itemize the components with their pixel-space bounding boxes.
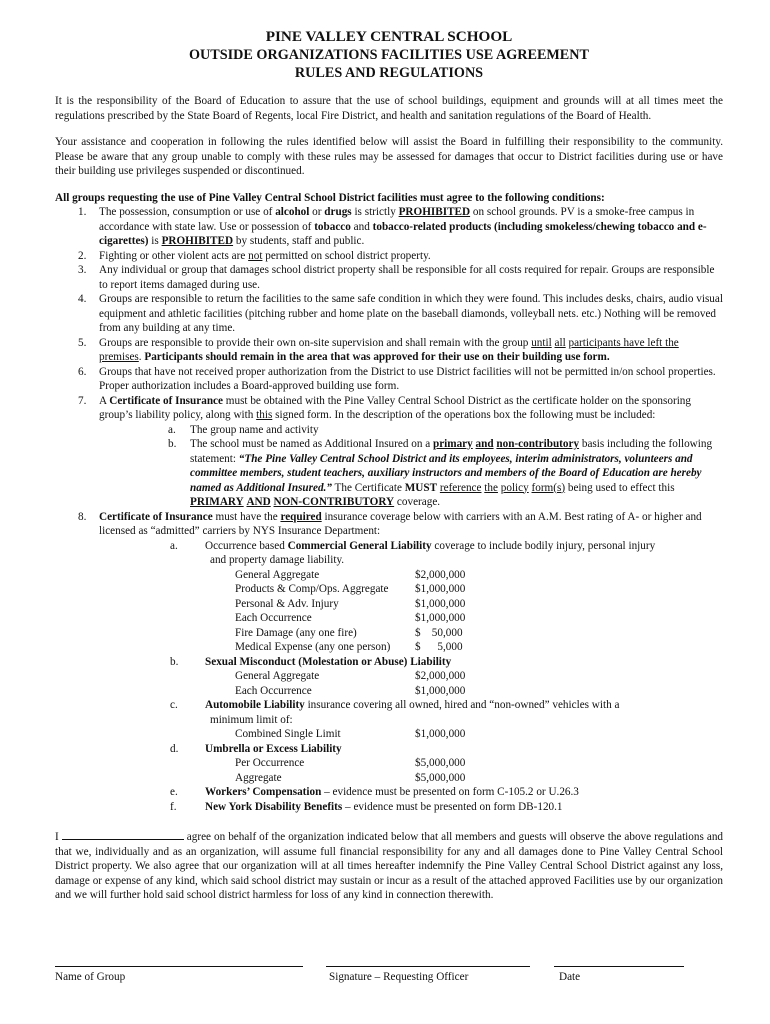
rule-emphasis: required bbox=[280, 510, 322, 523]
coverage-amount: $5,000,000 bbox=[415, 771, 466, 784]
rule-number: 4. bbox=[78, 293, 87, 305]
sub-text: The group name and activity bbox=[190, 423, 319, 436]
ins-letter: a. bbox=[170, 539, 178, 552]
rule-emphasis: PROHIBITED bbox=[161, 235, 234, 247]
rule-item bbox=[55, 336, 723, 365]
rule-text: insurance coverage below with carriers with an A.M. Best rating of A- or higher and licensed as “admitted” carriers by NYS Insurance Department: bbox=[99, 510, 702, 537]
rule-underline: not bbox=[248, 249, 263, 262]
group-name-line[interactable] bbox=[55, 966, 303, 967]
sub-emphasis: AND bbox=[246, 496, 271, 508]
rule7-subitem-a bbox=[55, 423, 723, 438]
rule-item bbox=[55, 205, 723, 249]
rule-bold: tobacco bbox=[314, 220, 351, 233]
sub-underline: the bbox=[484, 481, 498, 494]
ins-text: – evidence must be presented on form C-105.2 or U.26.3 bbox=[321, 786, 579, 798]
coverage-name: Per Occurrence bbox=[235, 757, 305, 769]
coverage-amount: $ 5,000 bbox=[415, 641, 463, 653]
rule-text: The possession, consumption or use of bbox=[99, 206, 276, 218]
rule-text: A bbox=[99, 394, 110, 407]
rule-item bbox=[55, 365, 723, 394]
coverage-table-d bbox=[55, 756, 723, 785]
insurance-umbrella bbox=[55, 742, 723, 757]
rule-text: must have the bbox=[212, 510, 281, 523]
rule-item bbox=[55, 292, 723, 336]
rule-number: 7. bbox=[78, 394, 87, 407]
coverage-name: Each Occurrence bbox=[235, 684, 312, 697]
ins-text: Occurrence based bbox=[205, 539, 288, 552]
signature-label: Signature – Requesting Officer bbox=[329, 971, 469, 983]
coverage-row bbox=[55, 597, 723, 612]
rules-list-continued bbox=[55, 510, 723, 539]
rule-text: Any individual or group that damages school district property shall be responsible for all costs required for repair. Groups are responsible to report items damaged during use. bbox=[99, 264, 715, 291]
rule-text: . bbox=[138, 351, 145, 363]
coverage-amount: $1,000,000 bbox=[415, 728, 466, 740]
coverage-row bbox=[55, 626, 723, 641]
coverage-row bbox=[55, 771, 723, 786]
coverage-table-c bbox=[55, 727, 723, 742]
rule-bold: tobacco-related products (including smokeless/chewing tobacco and e-cigarettes) bbox=[99, 220, 707, 247]
ins-bold: New York Disability Benefits bbox=[205, 800, 343, 813]
coverage-row bbox=[55, 611, 723, 626]
coverage-name: Medical Expense (any one person) bbox=[235, 641, 391, 653]
document-header bbox=[55, 28, 723, 82]
rule-item bbox=[55, 263, 723, 292]
rule-underline: all bbox=[554, 336, 566, 349]
rule-text: signed form. In the description of the operations box the following must be included: bbox=[272, 409, 656, 421]
sub-letter: a. bbox=[168, 423, 176, 436]
coverage-row bbox=[55, 669, 723, 684]
insurance-disability bbox=[55, 800, 723, 815]
coverage-table-b bbox=[55, 669, 723, 698]
sub-emphasis: PRIMARY bbox=[190, 496, 244, 508]
sub-underline: form(s) bbox=[531, 481, 566, 494]
rule-text: Groups are responsible to return the facilities to the same safe condition in which they were found. This includes desks, chairs, audio visual equipment and athletic facilities (pitching rubber and home plate on the baseball diamonds, volleyball nets. etc.) Nothing will be removed from any building at any time. bbox=[99, 293, 723, 334]
coverage-amount: $5,000,000 bbox=[415, 757, 466, 769]
sub-emphasis: and bbox=[475, 438, 494, 450]
coverage-name: General Aggregate bbox=[235, 568, 320, 581]
insurance-workers-comp bbox=[55, 785, 723, 800]
rule-text: is strictly bbox=[351, 206, 399, 218]
rule-text: permitted on school district property. bbox=[262, 249, 431, 262]
rule-number: 5. bbox=[78, 336, 87, 349]
conditions-heading: All groups requesting the use of Pine Valley Central School District facilities must agree to the following conditions: bbox=[55, 191, 605, 204]
insurance-automobile bbox=[55, 698, 723, 727]
rule-underline: until bbox=[531, 336, 552, 349]
coverage-amount: $1,000,000 bbox=[415, 583, 466, 595]
coverage-row bbox=[55, 640, 723, 655]
rule-bold: Participants should remain in the area that was approved for their use on their building use form. bbox=[144, 351, 610, 363]
name-blank-field[interactable] bbox=[62, 828, 184, 840]
rule-text: Fighting or other violent acts are bbox=[99, 249, 249, 262]
coverage-amount: $1,000,000 bbox=[415, 684, 466, 697]
rule-number: 1. bbox=[78, 206, 87, 218]
ins-bold: Sexual Misconduct (Molestation or Abuse) Liability bbox=[205, 655, 452, 668]
coverage-name: Aggregate bbox=[235, 771, 282, 784]
ins-text: minimum limit of: bbox=[210, 713, 293, 726]
rule-number: 8. bbox=[78, 510, 87, 523]
assistance-paragraph: Your assistance and cooperation in following the rules identified below will assist the Board in fulfilling their responsibility to the community. Please be aware that any group unable to comply with these rules may be assessed for damages that occur to District facilities during use or have their building use privileges suspended or discontinued. bbox=[55, 136, 723, 177]
rule-item bbox=[55, 510, 723, 539]
rule-item bbox=[55, 394, 723, 423]
coverage-name: Products & Comp/Ops. Aggregate bbox=[235, 583, 389, 595]
agreement-lead: I bbox=[55, 831, 59, 843]
rule-text: or bbox=[309, 206, 325, 218]
ins-text: insurance covering all owned, hired and “non-owned” vehicles with a bbox=[304, 699, 620, 711]
rule-text: and bbox=[350, 220, 373, 233]
rule-underline: this bbox=[256, 409, 273, 421]
rule-underline: participants have left the premises bbox=[99, 336, 679, 363]
insurance-general-liability bbox=[55, 539, 723, 568]
coverage-table-a bbox=[55, 568, 723, 655]
rule-text: Groups are responsible to provide their own on-site supervision and shall remain with the group bbox=[99, 336, 532, 349]
coverage-amount: $2,000,000 bbox=[415, 568, 466, 581]
sub-emphasis: non-contributory bbox=[496, 438, 580, 450]
sub-emphasis: NON-CONTRIBUTORY bbox=[273, 496, 395, 508]
sub-text: being used to effect this bbox=[565, 481, 675, 494]
rule-text: by students, staff and public. bbox=[233, 235, 365, 247]
ins-bold: Commercial General Liability bbox=[287, 539, 432, 552]
document-page bbox=[55, 28, 723, 903]
rule-bold: Certificate of Insurance bbox=[109, 394, 223, 407]
rule7-subitem-b bbox=[55, 437, 723, 510]
coverage-row bbox=[55, 727, 723, 742]
coverage-amount: $2,000,000 bbox=[415, 670, 466, 682]
rule-text: is bbox=[148, 235, 162, 247]
rule-number: 2. bbox=[78, 249, 87, 262]
rule-number: 6. bbox=[78, 365, 87, 378]
rule-bold: alcohol bbox=[275, 206, 310, 218]
rule-item bbox=[55, 249, 723, 264]
ins-letter: e. bbox=[170, 786, 178, 798]
group-name-label: Name of Group bbox=[55, 971, 126, 983]
signature-line[interactable] bbox=[326, 966, 530, 967]
date-label: Date bbox=[559, 971, 581, 983]
ins-bold: Umbrella or Excess Liability bbox=[205, 742, 342, 755]
insured-statement: “The Pine Valley Central School District and its employees, interim administrators, volunteers and committee members, student teachers, auxiliary instructors and members of the Board of Education are hereby named as Additional Insured.” bbox=[190, 452, 702, 494]
sub-underline: policy bbox=[500, 481, 529, 494]
date-line[interactable] bbox=[554, 966, 684, 967]
intro-paragraph: It is the responsibility of the Board of Education to assure that the use of school buildings, equipment and grounds will at all times meet the regulations prescribed by the State Board of Regents, local Fire District, and health and sanitation regulations of the Board of Health. bbox=[55, 95, 723, 122]
sub-text: coverage. bbox=[394, 496, 441, 508]
rule-emphasis: PROHIBITED bbox=[398, 206, 471, 218]
rule-bold: Certificate of Insurance bbox=[99, 510, 213, 523]
sub-emphasis: primary bbox=[432, 438, 473, 450]
ins-bold: Automobile Liability bbox=[205, 699, 305, 711]
signature-row bbox=[55, 944, 723, 988]
coverage-row bbox=[55, 756, 723, 771]
school-name: PINE VALLEY CENTRAL SCHOOL bbox=[265, 28, 513, 45]
sub-underline: reference bbox=[439, 481, 482, 494]
ins-text: coverage to include bodily injury, personal injury bbox=[431, 539, 656, 552]
ins-letter: b. bbox=[170, 655, 179, 668]
sub-letter: b. bbox=[168, 438, 177, 450]
rule-text: on school grounds. PV is a smoke-free campus in accordance with state law. Use or possession of bbox=[99, 206, 695, 233]
coverage-row bbox=[55, 568, 723, 583]
coverage-amount: $1,000,000 bbox=[415, 597, 466, 610]
rule-text: Groups that have not received proper authorization from the District to use District facilities will not be permitted in/on school properties. Proper authorization includes a Board-approved building use form. bbox=[99, 365, 716, 392]
rules-list bbox=[55, 205, 723, 423]
sub-bold: MUST bbox=[404, 481, 438, 494]
rule-number: 3. bbox=[78, 264, 87, 276]
agreement-paragraph bbox=[55, 828, 723, 903]
coverage-name: Personal & Adv. Injury bbox=[235, 597, 339, 610]
sub-text: basis including the following statement: bbox=[190, 438, 713, 465]
sub-text: The Certificate bbox=[331, 481, 405, 494]
coverage-name: Fire Damage (any one fire) bbox=[235, 626, 357, 639]
rule-bold: drugs bbox=[324, 206, 352, 218]
ins-text: and property damage liability. bbox=[210, 554, 345, 566]
coverage-row bbox=[55, 582, 723, 597]
rule-text: must be obtained with the Pine Valley Central School District as the certificate holder on the sponsoring group’s liability policy, along with bbox=[99, 394, 691, 421]
ins-letter: f. bbox=[170, 800, 177, 813]
agreement-title: OUTSIDE ORGANIZATIONS FACILITIES USE AGREEMENT bbox=[189, 47, 589, 63]
coverage-name: Each Occurrence bbox=[235, 612, 312, 624]
ins-bold: Workers’ Compensation bbox=[205, 786, 322, 798]
coverage-amount: $1,000,000 bbox=[415, 612, 466, 624]
insurance-sexual-misconduct bbox=[55, 655, 723, 670]
sub-text: The school must be named as Additional Insured on a bbox=[190, 438, 433, 450]
coverage-amount: $ 50,000 bbox=[415, 626, 463, 639]
coverage-row bbox=[55, 684, 723, 699]
ins-letter: d. bbox=[170, 742, 179, 755]
agreement-text: agree on behalf of the organization indicated below that all members and guests will observe the above regulations and that we, individually and as an organization, will assume full financial responsibility for any and all damages done to Pine Valley Central School District property. We also agree that our organization will at all times hereafter indemnify the Pine Valley Central School District against any loss, damage or expense of any kind, which said school district may sustain or incur as a result of the attached approved Facilities use by our organization and we will further hold said school district harmless for loss of any kind in connection therewith. bbox=[55, 831, 724, 901]
ins-letter: c. bbox=[170, 699, 178, 711]
rules-title: RULES AND REGULATIONS bbox=[294, 65, 484, 81]
coverage-name: Combined Single Limit bbox=[235, 728, 341, 740]
coverage-name: General Aggregate bbox=[235, 670, 320, 682]
ins-text: – evidence must be presented on form DB-120.1 bbox=[342, 800, 563, 813]
